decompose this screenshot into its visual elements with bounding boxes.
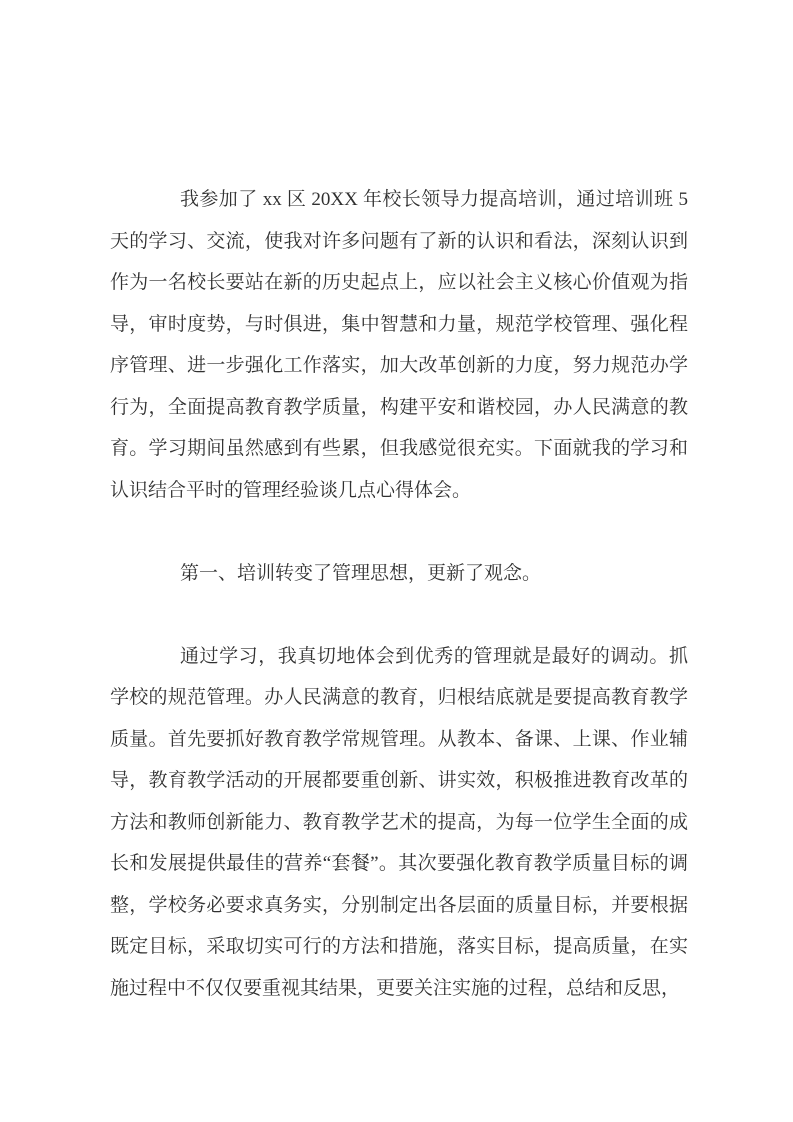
paragraph-section-first-body: 通过学习，我真切地体会到优秀的管理就是最好的调动。抓学校的规范管理。办人民满意的教育，归根结底就是要提高教育教学质量。首先要抓好教育教学常规管理。从教本、备课、上课、作业辅导，教育教学活动的开展都要重创新、讲实效，积极推进教育改革的方法和教师创新能力、教育教学艺术的提高，为每一位学生全面的成长和发展提供最佳的营养“套餐”。其次要强化教育教学质量目标的调整，学校务必要求真务实，分别制定出各层面的质量目标，并要根据既定目标，采取切实可行的方法和措施，落实目标，提高质量，在实施过程中不仅仅要重视其结果，更要关注实施的过程，总结和反思，	[110, 645, 688, 999]
document-body	[110, 179, 688, 1009]
section-heading-first: 第一、培训转变了管理思想，更新了观念。	[180, 562, 542, 584]
paragraph-intro: 我参加了 xx 区 20XX 年校长领导力提高培训，通过培训班 5 天的学习、交流，使我对许多问题有了新的认识和看法，深刻认识到作为一名校长要站在新的历史起点上，应以社会主义核心价值观为指导，审时度势，与时俱进，集中智慧和力量，规范学校管理、强化程序管理、进一步强化工作落实，加大改革创新的力度，努力规范办学行为，全面提高教育教学质量，构建平安和谐校园，办人民满意的教育。学习期间虽然感到有些累，但我感觉很充实。下面就我的学习和认识结合平时的管理经验谈几点心得体会。	[110, 189, 688, 501]
